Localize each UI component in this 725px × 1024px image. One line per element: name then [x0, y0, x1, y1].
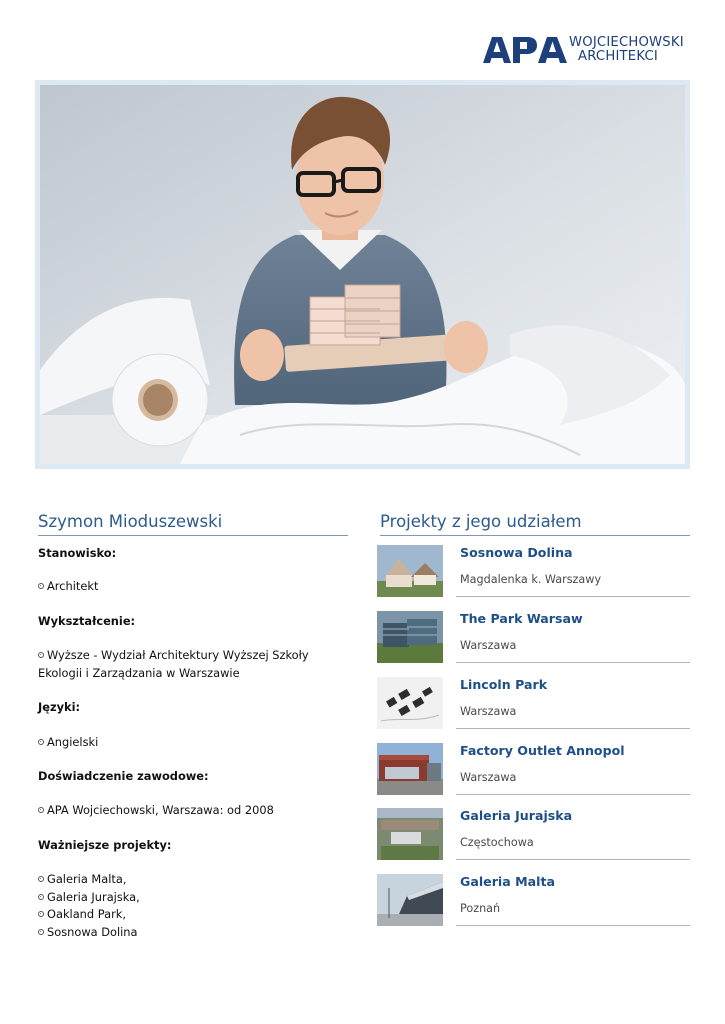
bullet-icon	[38, 911, 44, 917]
bullet-icon	[38, 739, 44, 745]
project-name[interactable]: Galeria Malta	[460, 874, 555, 889]
divider	[456, 859, 690, 860]
residential-houses-icon	[377, 545, 443, 597]
aerial-city-icon	[377, 808, 443, 860]
logo-line-1: WOJCIECHOWSKI	[569, 35, 684, 50]
project-city: Poznań	[460, 902, 501, 915]
list-item: Architekt	[38, 578, 328, 596]
divider	[456, 728, 690, 729]
project-item[interactable]	[376, 545, 692, 605]
section-label-position: Stanowisko:	[38, 546, 117, 560]
project-city: Częstochowa	[460, 836, 534, 849]
list-item: Wyższe - Wydział Architektury Wyższej Szkoły Ekologii i Zarządzania w Warszawie	[38, 648, 309, 680]
person-name-heading: Szymon Mioduszewski	[38, 512, 348, 536]
project-item[interactable]	[376, 611, 692, 671]
project-item[interactable]	[376, 743, 692, 803]
section-label-education: Wykształcenie:	[38, 614, 136, 628]
bullet-icon	[38, 929, 44, 935]
list-item: Sosnowa Dolina	[38, 924, 328, 942]
mall-facade-icon	[377, 874, 443, 926]
list-item: Galeria Malta,	[38, 871, 328, 889]
project-name[interactable]: Sosnowa Dolina	[460, 545, 573, 560]
project-city: Warszawa	[460, 771, 517, 784]
divider	[456, 794, 690, 795]
project-name[interactable]: Galeria Jurajska	[460, 808, 573, 823]
section-label-experience: Doświadczenie zawodowe:	[38, 769, 209, 783]
project-name[interactable]: Lincoln Park	[460, 677, 548, 692]
outlet-building-icon	[377, 743, 443, 795]
site-model-icon	[377, 677, 443, 729]
bullet-icon	[38, 894, 44, 900]
bullet-icon	[38, 807, 44, 813]
company-logo	[483, 36, 693, 68]
list-item: Angielski	[38, 734, 328, 752]
project-item[interactable]	[376, 874, 692, 934]
architect-portrait-photo	[40, 85, 685, 464]
project-city: Magdalenka k. Warszawy	[460, 573, 602, 586]
project-name[interactable]: The Park Warsaw	[460, 611, 583, 626]
apa-logo-mark-icon	[483, 37, 567, 63]
project-item[interactable]	[376, 677, 692, 737]
section-label-languages: Języki:	[38, 700, 81, 714]
projects-heading: Projekty z jego udziałem	[380, 512, 690, 536]
project-city: Warszawa	[460, 639, 517, 652]
project-name[interactable]: Factory Outlet Annopol	[460, 743, 625, 758]
list-item: Galeria Jurajska,	[38, 889, 328, 907]
logo-line-2: ARCHITEKCI	[578, 48, 658, 64]
divider	[456, 925, 690, 926]
office-park-icon	[377, 611, 443, 663]
bullet-icon	[38, 652, 44, 658]
bullet-icon	[38, 876, 44, 882]
project-city: Warszawa	[460, 705, 517, 718]
bullet-icon	[38, 583, 44, 589]
section-label-projects: Ważniejsze projekty:	[38, 838, 172, 852]
project-item[interactable]	[376, 808, 692, 868]
list-item: APA Wojciechowski, Warszawa: od 2008	[38, 802, 328, 820]
divider	[456, 596, 690, 597]
hero-photo-frame	[35, 80, 690, 469]
list-item: Oakland Park,	[38, 906, 328, 924]
divider	[456, 662, 690, 663]
